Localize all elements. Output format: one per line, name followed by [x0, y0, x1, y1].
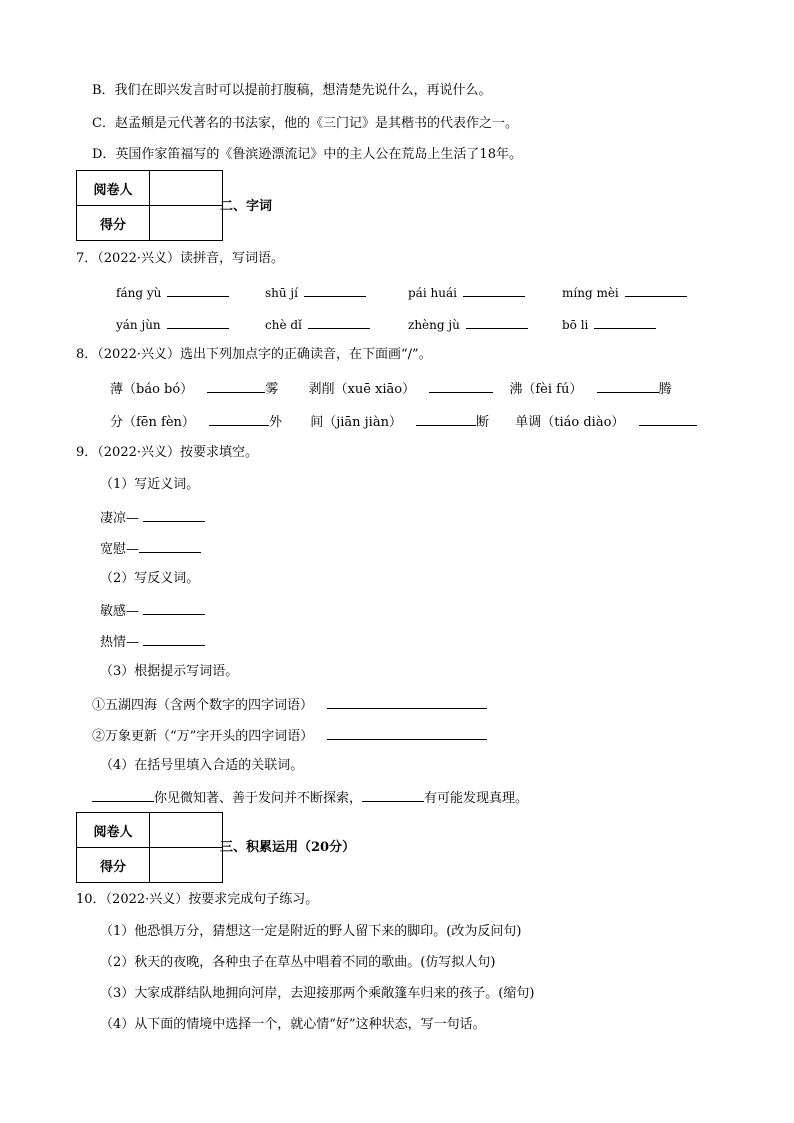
q8-row2: [110, 412, 697, 432]
pinyin-label: chè dǐ: [265, 318, 302, 332]
answer-blank[interactable]: [463, 283, 525, 297]
answer-blank[interactable]: [362, 788, 424, 802]
score-box-1: [76, 170, 223, 241]
pinyin-label: bō li: [562, 318, 589, 332]
answer-blank[interactable]: [594, 315, 656, 329]
score-label: 得分: [77, 206, 150, 241]
score-cell[interactable]: [150, 206, 223, 241]
q9-word: [100, 632, 205, 652]
q10-item-4: （4）从下面的情境中选择一个，就心情“好”这种状态，写一句话。: [100, 1017, 486, 1032]
word-label: 热情—: [100, 635, 140, 650]
q7-item: [562, 283, 687, 302]
pinyin-label: míng mèi: [562, 286, 619, 300]
reading-option: 沸（fèi fú）: [509, 382, 583, 397]
reviewer-cell[interactable]: [150, 171, 223, 206]
answer-blank[interactable]: [207, 379, 265, 393]
answer-blank[interactable]: [167, 283, 229, 297]
answer-blank[interactable]: [639, 412, 697, 426]
answer-blank[interactable]: [304, 283, 366, 297]
q7-item: [116, 315, 229, 334]
answer-blank[interactable]: [143, 508, 205, 522]
word-label: 凄凉—: [100, 511, 140, 526]
pinyin-label: pái huái: [408, 286, 457, 300]
answer-blank[interactable]: [466, 315, 528, 329]
score-cell[interactable]: [150, 848, 223, 883]
reading-option: 薄（báo bó）: [110, 382, 194, 397]
q9-part2: （2）写反义词。: [100, 571, 200, 586]
reviewer-label: 阅卷人: [77, 171, 150, 206]
q9-word: [100, 508, 205, 528]
pinyin-label: fáng yù: [116, 286, 162, 300]
q7-item: [408, 315, 528, 334]
reading-suffix: 断: [476, 415, 490, 430]
reading-suffix: 外: [269, 415, 283, 430]
answer-blank[interactable]: [327, 695, 487, 709]
q8-row1: [110, 379, 672, 399]
q9-hint: [92, 695, 487, 715]
reviewer-label: 阅卷人: [77, 813, 150, 848]
answer-blank[interactable]: [429, 379, 493, 393]
q7-item: [562, 315, 656, 334]
q7-item: [265, 283, 366, 302]
q9-stem: 9．（2022·兴义）按要求填空。: [76, 445, 258, 460]
option-d: D．英国作家笛福写的《鲁滨逊漂流记》中的主人公在荒岛上生活了18年。: [92, 147, 522, 162]
q7-item: [408, 283, 525, 302]
reading-option: 间（jiān jiàn）: [310, 415, 402, 430]
q10-item-3: （3）大家成群结队地拥向河岸，去迎接那两个乘敞篷车归来的孩子。(缩句): [100, 986, 535, 1001]
q9-word: [100, 539, 201, 559]
reading-option: 单调（tiáo diào）: [515, 415, 625, 430]
hint-label: ①五湖四海（含两个数字的四字词语）: [92, 698, 314, 713]
answer-blank[interactable]: [139, 539, 201, 553]
q9-part3: （3）根据提示写词语。: [100, 664, 239, 679]
hint-label: ②万象更新（“万”字开头的四字词语）: [92, 729, 314, 744]
score-box-2: [76, 812, 223, 883]
answer-blank[interactable]: [327, 726, 487, 740]
answer-blank[interactable]: [92, 788, 154, 802]
answer-blank[interactable]: [597, 379, 659, 393]
word-label: 宽慰—: [100, 542, 140, 557]
reading-suffix: 腾: [658, 382, 672, 397]
pinyin-label: zhèng jù: [408, 318, 460, 332]
answer-blank[interactable]: [625, 283, 687, 297]
q7-stem: 7．（2022·兴义）读拼音，写词语。: [76, 251, 284, 266]
q9-sentence: [92, 788, 528, 808]
answer-blank[interactable]: [416, 412, 476, 426]
q10-item-2: （2）秋天的夜晚，各种虫子在草丛中唱着不同的歌曲。(仿写拟人句): [100, 955, 496, 970]
q7-item: [116, 283, 229, 302]
score-label: 得分: [77, 848, 150, 883]
answer-blank[interactable]: [143, 632, 205, 646]
pinyin-label: yán jùn: [116, 318, 161, 332]
reading-option: 剥削（xuē xiāo）: [308, 382, 416, 397]
q9-part4: （4）在括号里填入合适的关联词。: [100, 758, 304, 773]
option-c: C．赵孟頫是元代著名的书法家，他的《三门记》是其楷书的代表作之一。: [92, 116, 518, 131]
answer-blank[interactable]: [308, 315, 370, 329]
answer-blank[interactable]: [167, 315, 229, 329]
reading-suffix: 雾: [265, 382, 279, 397]
answer-blank[interactable]: [209, 412, 269, 426]
q8-stem: 8．（2022·兴义）选出下列加点字的正确读音，在下面画“/”。: [76, 347, 432, 362]
q7-item: [265, 315, 370, 334]
q10-stem: 10．（2022·兴义）按要求完成句子练习。: [76, 892, 319, 907]
q9-part1: （1）写近义词。: [100, 477, 200, 492]
sentence-part: 你见微知著、善于发问并不断探索，: [154, 791, 363, 806]
option-b: B．我们在即兴发言时可以提前打腹稿，想清楚先说什么，再说什么。: [92, 83, 492, 98]
reviewer-cell[interactable]: [150, 813, 223, 848]
q10-item-1: （1）他恐惧万分，猜想这一定是附近的野人留下来的脚印。(改为反问句): [100, 924, 522, 939]
q9-word: [100, 601, 205, 621]
reading-option: 分（fēn fèn）: [110, 415, 195, 430]
sentence-part: 有可能发现真理。: [424, 791, 529, 806]
pinyin-label: shū jí: [265, 286, 298, 300]
word-label: 敏感—: [100, 604, 140, 619]
section-2-title: 二、字词: [220, 199, 273, 214]
answer-blank[interactable]: [143, 601, 205, 615]
q9-hint: [92, 726, 487, 746]
section-3-title: 三、积累运用（20分）: [220, 840, 356, 855]
